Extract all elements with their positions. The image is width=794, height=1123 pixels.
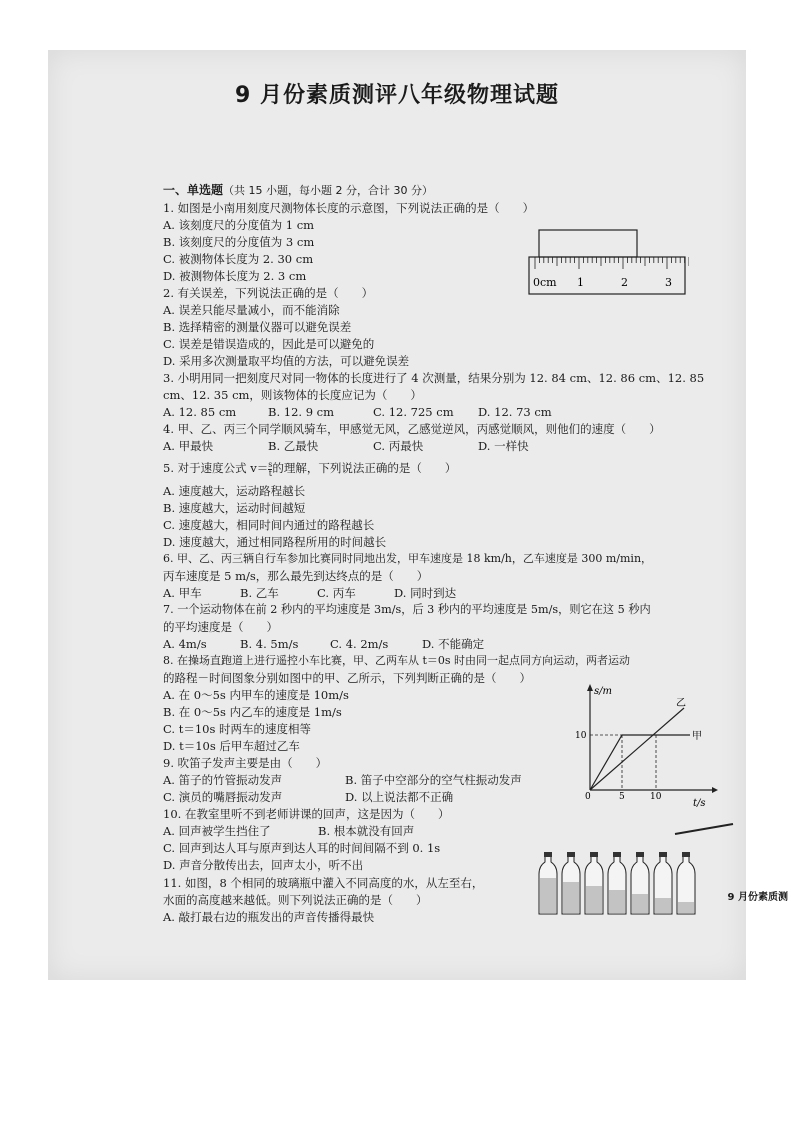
- q6-stem-line2: 丙车速度是 5 m/s，那么最先到达终点的是（ ）: [163, 569, 429, 583]
- q3-option-d: D. 12. 73 cm: [478, 405, 552, 419]
- ruler-label-3: 3: [665, 276, 672, 289]
- q1-option-a: A. 该刻度尺的分度值为 1 cm: [163, 218, 315, 232]
- q6-option-a: A. 甲车: [163, 586, 202, 600]
- x-axis-label: t/s: [693, 798, 706, 809]
- q11-stem-line1: 11. 如图，8 个相同的玻璃瓶中灌入不同高度的水，从左至右，: [163, 876, 484, 890]
- q8-stem-line2: 的路程－时间图象分别如图中的甲、乙所示，下列判断正确的是（ ）: [163, 671, 531, 685]
- q3-option-a: A. 12. 85 cm: [163, 405, 237, 419]
- y-axis-label: s/m: [594, 686, 612, 697]
- q10-option-a: A. 回声被学生挡住了: [163, 824, 271, 838]
- x-axis-arrow: [712, 787, 718, 793]
- q5-option-c: C. 速度越大，相同时间内通过的路程越长: [163, 518, 375, 532]
- q6-stem-line1: 6. 甲、乙、丙三辆自行车参加比赛同时同地出发，甲车速度是 18 km/h，乙车速度是 300 m/min，: [163, 552, 653, 565]
- q10-option-c: C. 回声到达人耳与原声到达人耳的时间间隔不到 0. 1s: [163, 841, 441, 855]
- ruler-label-1: 1: [577, 276, 584, 289]
- ruler-ticks: [535, 257, 689, 269]
- bottle-cap: [544, 852, 552, 857]
- page-title: 9 月份素质测评八年级物理试题: [235, 83, 559, 108]
- bottle-cap: [613, 852, 621, 857]
- q2-option-c: C. 误差是错误造成的，因此是可以避免的: [163, 337, 375, 351]
- q4-option-a: A. 甲最快: [163, 439, 214, 453]
- bottle-water: [586, 886, 602, 914]
- section-note: （共 15 小题，每小题 2 分，合计 30 分）: [223, 184, 433, 197]
- q8-stem-line1: 8. 在操场直跑道上进行遥控小车比赛，甲、乙两车从 t＝0s 时由同一起点同方向运动，两者运动: [163, 654, 631, 667]
- q3-stem-line2: cm、12. 35 cm，则该物体的长度应记为（ ）: [163, 388, 422, 402]
- q11-option-a: A. 敲打最右边的瓶发出的声音传播得最快: [163, 910, 375, 924]
- bottle-water: [540, 878, 556, 914]
- st-graph-figure: [572, 682, 722, 810]
- q7-option-a: A. 4m/s: [163, 637, 207, 651]
- section-title: 一、单选题: [163, 183, 224, 197]
- page-footer: 9 月份素质测: [727, 892, 788, 903]
- y-tick-10: 10: [575, 731, 587, 741]
- line-jia: [590, 735, 690, 790]
- q2-option-b: B. 选择精密的测量仪器可以避免误差: [163, 320, 352, 334]
- q6-option-c: C. 丙车: [317, 586, 356, 600]
- x-tick-0: 0: [585, 792, 591, 802]
- q1-stem: 1. 如图是小南用刻度尺测物体长度的示意图，下列说法正确的是（ ）: [163, 201, 535, 215]
- q9-option-c: C. 演员的嘴唇振动发声: [163, 790, 283, 804]
- q3-option-c: C. 12. 725 cm: [373, 405, 454, 419]
- q8-option-b: B. 在 0～5s 内乙车的速度是 1m/s: [163, 705, 342, 719]
- q10-option-d: D. 声音分散传出去，回声太小，听不出: [163, 858, 364, 872]
- q5-stem-post: 的理解，下列说法正确的是（ ）: [272, 461, 457, 475]
- bottle-water: [678, 902, 694, 914]
- y-axis-arrow: [587, 684, 593, 691]
- pen-mark: [675, 824, 733, 834]
- ruler-label-2: 2: [621, 276, 628, 289]
- bottle-cap: [636, 852, 644, 857]
- ruler-figure: [527, 228, 689, 298]
- bottle-cap: [567, 852, 575, 857]
- q7-option-b: B. 4. 5m/s: [240, 637, 299, 651]
- ruler-label-0: 0cm: [533, 276, 557, 289]
- q6-option-d: D. 同时到达: [394, 586, 457, 600]
- q1-option-c: C. 被测物体长度为 2. 30 cm: [163, 252, 314, 266]
- bottle-cap: [682, 852, 690, 857]
- bottles-figure: [535, 822, 735, 918]
- fraction-numerator: s: [268, 459, 273, 469]
- bottle-water: [632, 894, 648, 914]
- q9-stem: 9. 吹笛子发声主要是由（ ）: [163, 756, 328, 770]
- measured-object: [539, 230, 637, 257]
- line-yi: [590, 708, 684, 790]
- q8-option-a: A. 在 0～5s 内甲车的速度是 10m/s: [163, 688, 349, 702]
- bottle-cap: [659, 852, 667, 857]
- q7-stem-line1: 7. 一个运动物体在前 2 秒内的平均速度是 3m/s，后 3 秒内的平均速度是 5m/s，则它在这 5 秒内: [163, 603, 651, 616]
- line-jia-label: 甲: [692, 731, 702, 742]
- q11-stem-line2: 水面的高度越来越低。则下列说法正确的是（ ）: [163, 893, 428, 907]
- q2-stem: 2. 有关误差，下列说法正确的是（ ）: [163, 286, 374, 300]
- q5-option-a: A. 速度越大，运动路程越长: [163, 484, 306, 498]
- q8-option-c: C. t＝10s 时两车的速度相等: [163, 722, 312, 736]
- bottle-cap: [590, 852, 598, 857]
- q7-option-d: D. 不能确定: [422, 637, 485, 651]
- q7-stem-line2: 的平均速度是（ ）: [163, 620, 278, 634]
- q9-option-d: D. 以上说法都不正确: [345, 790, 454, 804]
- q10-stem: 10. 在教室里听不到老师讲课的回声，这是因为（ ）: [163, 807, 450, 821]
- q5-stem: [163, 458, 456, 478]
- q7-option-c: C. 4. 2m/s: [330, 637, 389, 651]
- q6-option-b: B. 乙车: [240, 586, 279, 600]
- bottle-group: [539, 852, 695, 914]
- q2-option-d: D. 采用多次测量取平均值的方法，可以避免误差: [163, 354, 410, 368]
- q3-option-b: B. 12. 9 cm: [268, 405, 335, 419]
- q4-option-d: D. 一样快: [478, 439, 529, 453]
- q3-stem-line1: 3. 小明用同一把刻度尺对同一物体的长度进行了 4 次测量，结果分别为 12. 84 cm、12. 86 cm、12. 85: [163, 371, 705, 385]
- bottle-water: [563, 882, 579, 914]
- line-yi-label: 乙: [676, 698, 686, 709]
- fraction-denominator: t: [268, 468, 272, 478]
- section-heading: [163, 183, 433, 198]
- q4-option-c: C. 丙最快: [373, 439, 424, 453]
- q5-stem-pre: 5. 对于速度公式 v＝: [163, 461, 269, 475]
- q4-stem: 4. 甲、乙、丙三个同学顺风骑车，甲感觉无风，乙感觉逆风，丙感觉顺风，则他们的速度（ ）: [163, 422, 661, 436]
- q4-option-b: B. 乙最快: [268, 439, 319, 453]
- bottle-water: [655, 898, 671, 914]
- q5-option-b: B. 速度越大，运动时间越短: [163, 501, 306, 515]
- q8-option-d: D. t＝10s 后甲车超过乙车: [163, 739, 300, 753]
- q9-option-a: A. 笛子的竹管振动发声: [163, 773, 283, 787]
- q9-option-b: B. 笛子中空部分的空气柱振动发声: [345, 773, 522, 787]
- q5-option-d: D. 速度越大，通过相同路程所用的时间越长: [163, 535, 387, 549]
- bottle-water: [609, 890, 625, 914]
- q2-option-a: A. 误差只能尽量减小，而不能消除: [163, 303, 340, 317]
- q10-option-b: B. 根本就没有回声: [318, 824, 415, 838]
- x-tick-10: 10: [650, 792, 662, 802]
- x-tick-5: 5: [619, 792, 625, 802]
- q1-option-d: D. 被测物体长度为 2. 3 cm: [163, 269, 307, 283]
- q1-option-b: B. 该刻度尺的分度值为 3 cm: [163, 235, 315, 249]
